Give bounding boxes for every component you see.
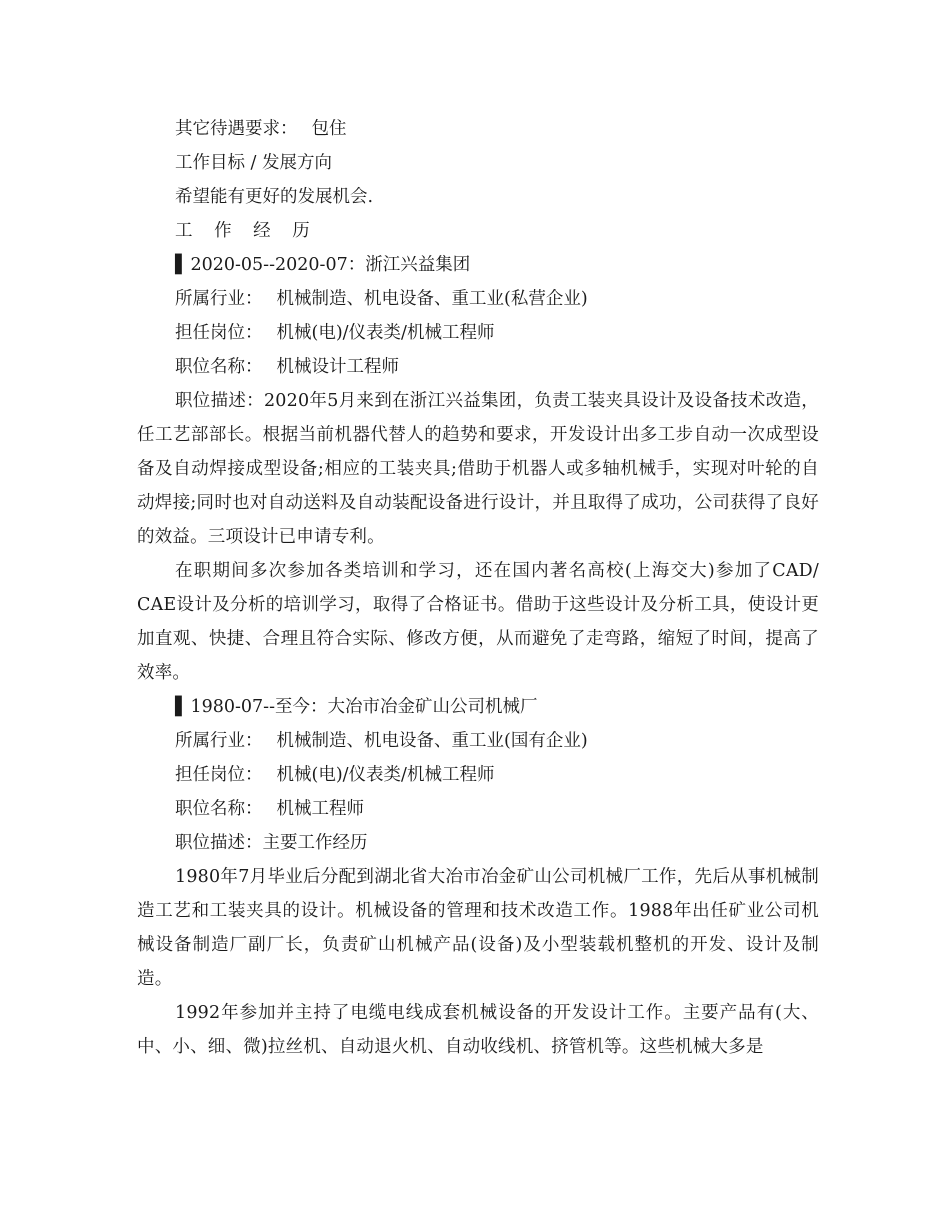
job2-header: ▌ 1980-07--至今：大冶市冶金矿山公司机械厂 — [137, 690, 819, 724]
job1-description: 职位描述：2020年5月来到在浙江兴益集团，负责工装夹具设计及设备技术改造，任工艺部部长。根据当前机器代替人的趋势和要求，开发设计出多工步自动一次成型设备及自动焊接成型设备;相应的工装夹具;借助于机器人或多轴机械手，实现对叶轮的自动焊接;同时也对自动送料及自动装配设备进行设计，并且取得了成功，公司获得了良好的效益。三项设计已申请专利。 — [137, 391, 819, 547]
job1-post-value: 机械(电)/仪表类/机械工程师 — [276, 323, 495, 343]
job1-industry-label: 所属行业： — [175, 289, 263, 309]
benefits-row — [137, 112, 819, 146]
benefits-value: 包住 — [311, 119, 347, 139]
job2-title-label: 职位名称： — [175, 799, 263, 819]
job2-paragraph-1: 1980年7月毕业后分配到湖北省大冶市冶金矿山公司机械厂工作，先后从事机械制造工艺和工装夹具的设计。机械设备的管理和技术改造工作。1988年出任矿业公司机械设备制造厂副厂长，负责矿山机械产品(设备)及小型装载机整机的开发、设计及制造。 — [137, 867, 819, 989]
job1-industry-value: 机械制造、机电设备、重工业(私营企业) — [276, 289, 588, 309]
benefits-label: 其它待遇要求： — [175, 119, 298, 139]
job2-industry-row — [137, 724, 819, 758]
job2-post-value: 机械(电)/仪表类/机械工程师 — [276, 765, 495, 785]
job1-post-label: 担任岗位： — [175, 323, 263, 343]
goal-text: 希望能有更好的发展机会. — [175, 187, 374, 207]
job1-training-paragraph: 在职期间多次参加各类培训和学习，还在国内著名高校(上海交大)参加了CAD/ CAE设计及分析的培训学习，取得了合格证书。借助于这些设计及分析工具，使设计更加直观、快捷、合理且符合实际、修改方便，从而避免了走弯路，缩短了时间，提高了效率。 — [137, 561, 819, 683]
work-experience-heading: 工 作 经 历 — [175, 221, 318, 241]
resume-content — [137, 112, 819, 1064]
job1-title-row — [137, 350, 819, 384]
job1-industry-row — [137, 282, 819, 316]
job2-industry-value: 机械制造、机电设备、重工业(国有企业) — [276, 731, 588, 751]
job2-description-label: 职位描述：主要工作经历 — [175, 833, 368, 853]
job2-industry-label: 所属行业： — [175, 731, 263, 751]
job1-post-row — [137, 316, 819, 350]
job2-paragraph-2: 1992年参加并主持了电缆电线成套机械设备的开发设计工作。主要产品有(大、中、小、细、微)拉丝机、自动退火机、自动收线机、挤管机等。这些机械大多是 — [137, 1003, 819, 1057]
job2-post-label: 担任岗位： — [175, 765, 263, 785]
goal-heading: 工作目标 / 发展方向 — [175, 153, 333, 173]
job1-title-label: 职位名称： — [175, 357, 263, 377]
job1-header: ▌ 2020-05--2020-07：浙江兴益集团 — [137, 248, 819, 282]
job1-title-value: 机械设计工程师 — [276, 357, 399, 377]
job2-title-row — [137, 792, 819, 826]
job2-post-row — [137, 758, 819, 792]
job2-title-value: 机械工程师 — [276, 799, 364, 819]
